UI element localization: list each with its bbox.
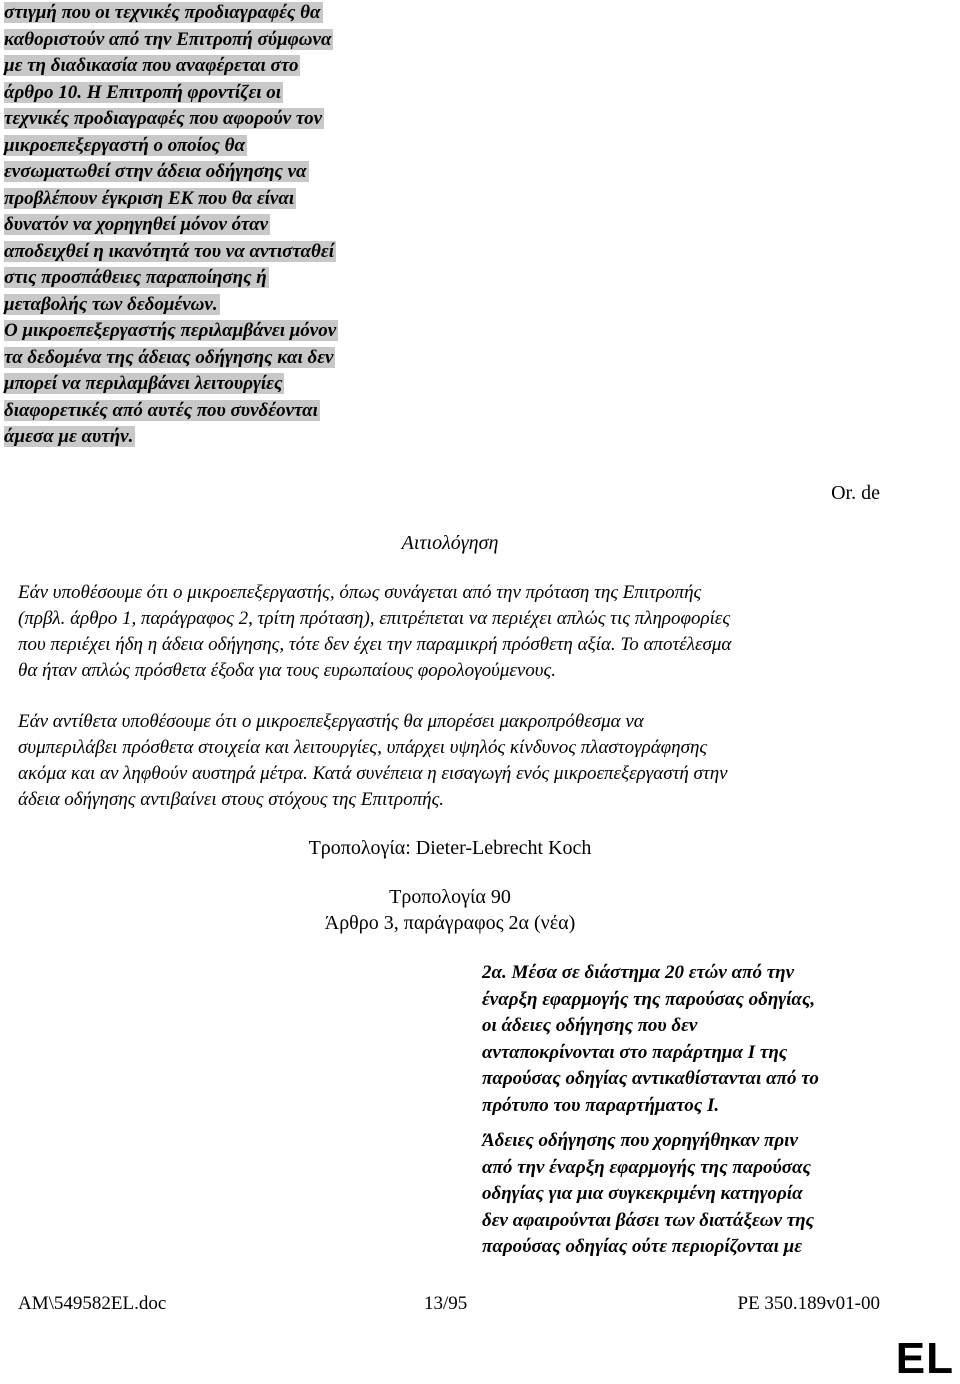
footer-doc-reference: AM\549582EL.doc [18,1293,167,1314]
highlighted-line: καθοριστούν από την Επιτροπή σύμφωνα [4,28,332,50]
amendment-text-paragraph-2 [482,1128,912,1261]
highlighted-line: άμεσα με αυτήν. [4,426,134,447]
highlighted-line: αποδειχθεί η ικανότητά του να αντισταθεί [4,240,334,262]
text-line: Εάν αντίθετα υποθέσουμε ότι ο μικροεπεξεργαστής θα μπορέσει μακροπρόθεσμα να [18,711,644,732]
highlighted-line: άρθρο 10. Η Επιτροπή φροντίζει οι [4,81,282,103]
text-line: θα ήταν απλώς πρόσθετα έξοδα για τους ευρωπαίους φορολογούμενους. [18,660,556,681]
highlighted-line: προβλέπουν έγκριση ΕΚ που θα είναι [4,187,295,209]
text-line: άδεια οδήγησης αντιβαίνει στους στόχους της Επιτροπής. [18,789,445,810]
text-line: συμπεριλάβει πρόσθετα στοιχεία και λειτουργίες, υπάρχει υψηλός κίνδυνος πλαστογράφησης [18,737,708,758]
highlighted-line: με τη διαδικασία που αναφέρεται στο [4,55,299,76]
text-line: από την έναρξη εφαρμογής της παρούσας [482,1156,812,1178]
highlighted-line: μπορεί να περιλαμβάνει λειτουργίες [4,373,283,394]
highlighted-line: στις προσπάθειες παραποίησης ή [4,267,267,288]
highlighted-line: Ο μικροεπεξεργαστής περιλαμβάνει μόνον [4,320,337,341]
amendment-article: Άρθρο 3, παράγραφος 2α (νέα) [324,912,576,934]
text-line: Άδειες οδήγησης που χορηγήθηκαν πριν [482,1130,798,1151]
amendment-text-paragraph-1 [482,960,912,1119]
text-line: οι άδειες οδήγησης που δεν [482,1015,698,1036]
text-line: (πρβλ. άρθρο 1, παράγραφος 2, τρίτη πρόταση), επιτρέπεται να περιέχει απλώς τις πληροφορίες [18,608,731,629]
text-line: ανταποκρίνονται στο παράρτημα Ι της [482,1041,788,1063]
highlighted-line: μικροεπεξεργαστή ο οποίος θα [4,134,245,156]
text-line: οδηγίας για μια συγκεκριμένη κατηγορία [482,1183,803,1204]
amendment-number: Τροπολογία 90 [389,886,511,908]
justification-heading: Αιτιολόγηση [401,532,499,554]
highlighted-line: στιγμή που οι τεχνικές προδιαγραφές θα [4,2,321,23]
amendment-author: Τροπολογία: Dieter-Lebrecht Koch [308,837,592,859]
text-line: Εάν υποθέσουμε ότι ο μικροεπεξεργαστής, όπως συνάγεται από την πρόταση της Επιτροπής [18,582,702,603]
justification-paragraph-2 [18,709,898,813]
footer-pe-reference: PE 350.189v01-00 [737,1293,880,1314]
highlighted-line: διαφορετικές από αυτές που συνδέονται [4,399,318,421]
text-line: παρούσας οδηγίας αντικαθίστανται από το [482,1068,819,1089]
footer-page-number: 13/95 [424,1293,468,1314]
text-line: δεν αφαιρούνται βάσει των διατάξεων της [482,1209,815,1231]
justification-paragraph-1 [18,580,898,684]
highlighted-line: τα δεδομένα της άδειας οδήγησης και δεν [4,346,334,368]
highlighted-amendment-text [4,0,424,451]
original-language-label: Or. de [831,482,880,504]
highlighted-line: τεχνικές προδιαγραφές που αφορούν τον [4,108,323,129]
text-line: παρούσας οδηγίας ούτε περιορίζονται με [482,1236,803,1257]
text-line: έναρξη εφαρμογής της παρούσας οδηγίας, [482,988,816,1010]
highlighted-line: ενσωματωθεί στην άδεια οδήγησης να [4,161,307,182]
highlighted-line: δυνατόν να χορηγηθεί μόνον όταν [4,214,269,235]
text-line: ακόμα και αν ληφθούν αυστηρά μέτρα. Κατά συνέπεια η εισαγωγή ενός μικροεπεξεργαστή στην [18,763,728,784]
text-line: πρότυπο του παραρτήματος Ι. [482,1094,720,1116]
language-code: EL [895,1334,954,1383]
highlighted-line: μεταβολής των δεδομένων. [4,293,218,315]
text-line: που περιέχει ήδη η άδεια οδήγησης, τότε δεν έχει την παραμικρή πρόσθετη αξία. Το αποτέλεσμα [18,634,732,655]
text-line: 2α. Μέσα σε διάστημα 20 ετών από την [482,962,794,983]
